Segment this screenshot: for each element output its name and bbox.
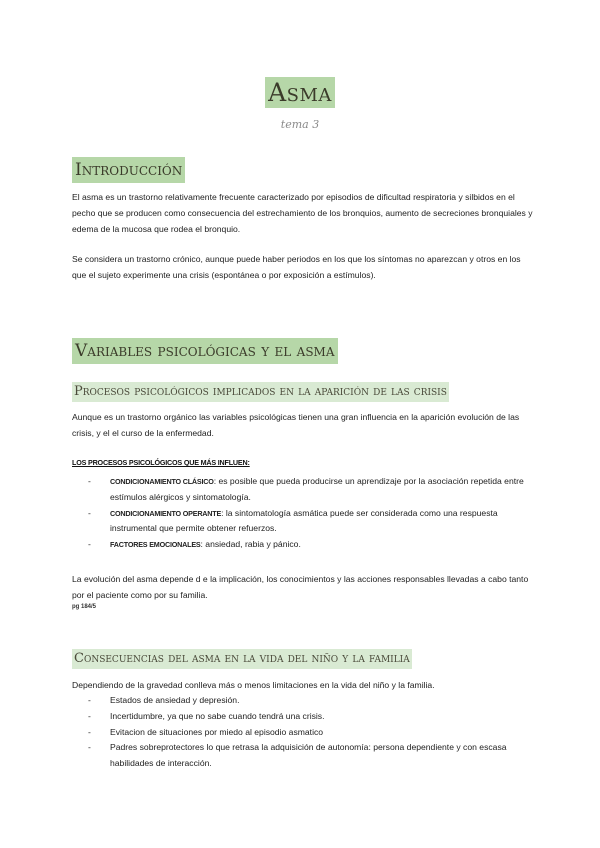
procesos-paragraph-2: La evolución del asma depende d e la implicación, los conocimientos y las acciones responsables llevadas a cabo tanto por el paciente como por su familia. [72, 574, 529, 600]
page-reference: pg 184/5 [72, 604, 97, 610]
dash-bullet: - [88, 710, 91, 721]
consecuencias-list [88, 693, 528, 772]
subheading-procesos: Procesos psicológicos implicados en la aparición de las crisis [72, 382, 449, 402]
list-item [88, 693, 528, 709]
list-item-text: : ansiedad, rabia y pánico. [200, 539, 301, 550]
list-item [88, 474, 528, 506]
list-item-text: Evitacion de situaciones por miedo al episodio asmatico [110, 726, 324, 737]
document-title-text: Asma [265, 77, 335, 108]
document-subtitle: tema 3 [280, 118, 320, 131]
procesos-paragraph-1: Aunque es un trastorno orgánico las variables psicológicas tienen una gran influencia en la aparición evolución de las crisis, y el el curso de la enfermedad. [72, 412, 520, 438]
document-title [0, 78, 600, 107]
intro-paragraph-2: Se considera un trastorno crónico, aunque puede haber periodos en los que los síntomas no aparezcan y otros en los que el sujeto experimente una crisis (espontánea o por exposición a estímulos). [72, 254, 521, 280]
list-item [88, 537, 528, 553]
procesos-list-heading: LOS PROCESOS PSICOLÓGICOS QUE MÁS INFLUEN: [72, 458, 250, 467]
dash-bullet: - [88, 742, 91, 753]
list-item [88, 506, 528, 538]
heading-variables-psicologicas: Variables psicológicas y el asma [72, 338, 338, 364]
dash-bullet: - [88, 695, 91, 705]
list-item-term: FACTORES EMOCIONALES [110, 540, 201, 550]
dash-bullet: - [88, 476, 91, 486]
consecuencias-paragraph: Dependiendo de la gravedad conlleva más o menos limitaciones en la vida del niño y la familia. [72, 680, 435, 690]
list-item-text: Incertidumbre, ya que no sabe cuando tendrá una crisis. [110, 710, 325, 721]
list-item-text: : es posible que pueda producirse un aprendizaje por la asociación repetida entre estímulos alérgicos y sintomatología. [110, 476, 524, 502]
dash-bullet: - [88, 539, 91, 550]
procesos-list [88, 474, 528, 553]
dash-bullet: - [88, 726, 91, 737]
dash-bullet: - [88, 507, 91, 518]
list-item-term: CONDICIONAMIENTO OPERANTE [110, 508, 222, 518]
intro-paragraph-1: El asma es un trastorno relativamente frecuente caracterizado por episodios de dificultad respiratoria y silbidos en el pecho que se producen como consecuencia del estrechamiento de los bronquios, aumento de secreciones bronquiales y edema de la mucosa que rodea el bronquio. [72, 192, 533, 234]
list-item [88, 725, 528, 741]
list-item-text: Estados de ansiedad y depresión. [110, 695, 240, 705]
subheading-consecuencias: Consecuencias del asma en la vida del niño y la familia [72, 649, 412, 669]
list-item-term: CONDICIONAMIENTO CLÁSICO [110, 477, 214, 486]
list-item [88, 709, 528, 725]
heading-introduccion: Introducción [72, 157, 185, 183]
list-item-text: Padres sobreprotectores lo que retrasa la adquisición de autonomía: persona dependiente y con escasa habilidades de interacción. [110, 742, 507, 769]
list-item [88, 740, 528, 772]
list-item-text: : la sintomatología asmática puede ser considerada como una respuesta instrumental que permite obtener refuerzos. [110, 507, 498, 534]
